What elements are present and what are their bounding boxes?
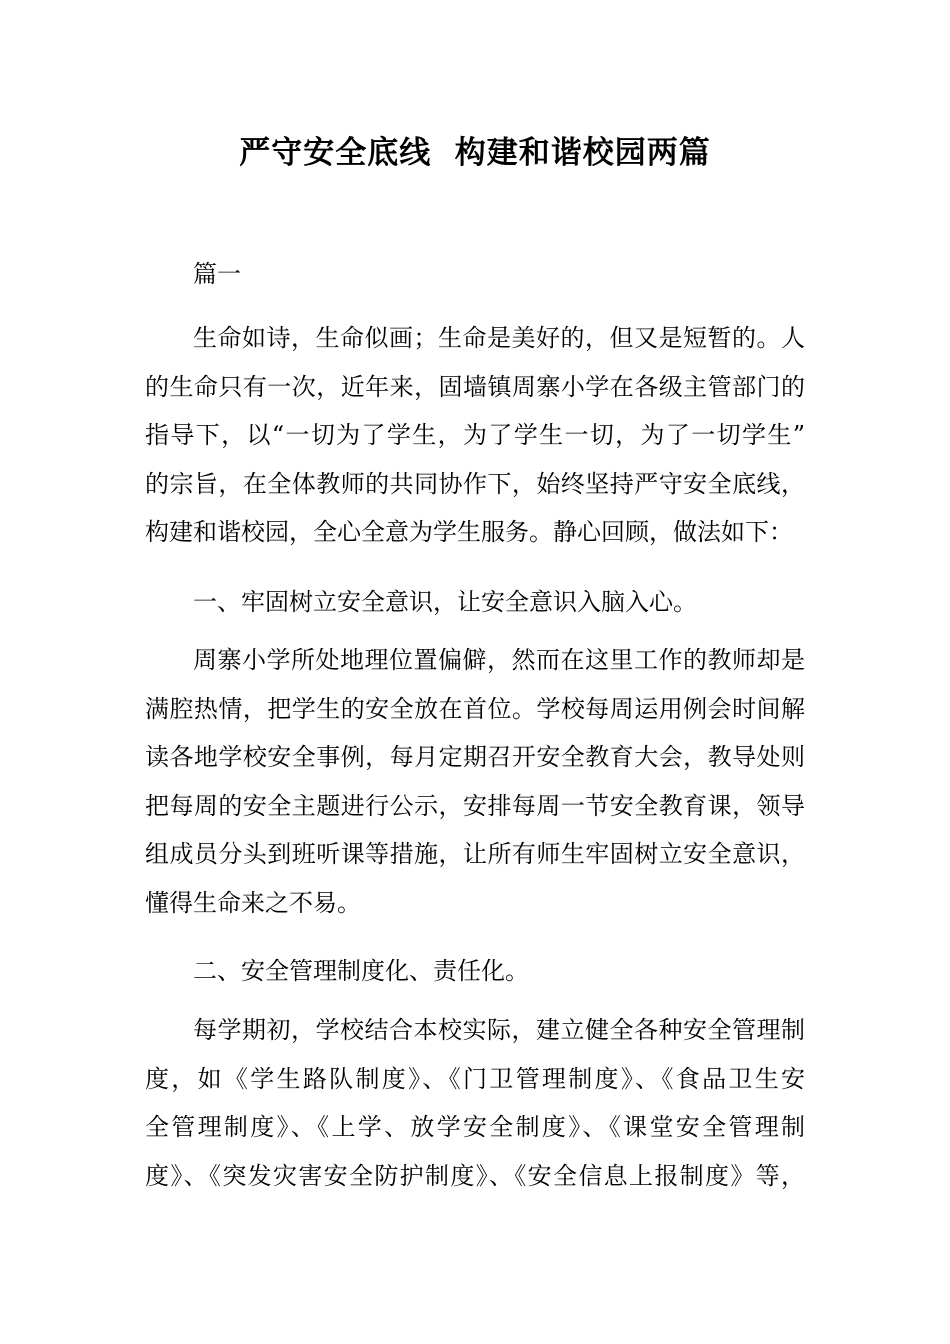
- section-heading-2: [145, 947, 805, 996]
- section-label: 篇一: [193, 260, 241, 288]
- paragraph-line: 读各地学校安全事例，每月定期召开安全教育大会，教导处则: [145, 743, 805, 771]
- section-heading-1: [145, 578, 805, 627]
- paragraph-3: [145, 1006, 805, 1200]
- paragraph-line: 每学期初，学校结合本校实际，建立健全各种安全管理制: [193, 1016, 805, 1044]
- paragraph-line: 的生命只有一次，近年来，固墙镇周寨小学在各级主管部门的: [145, 372, 805, 401]
- paragraph-line: 全管理制度》、《上学、放学安全制度》、《课堂安全管理制: [145, 1113, 805, 1141]
- paragraph-1: [145, 314, 805, 557]
- paragraph-line: 度》、《突发灾害安全防护制度》、《安全信息上报制度》等，: [145, 1161, 805, 1190]
- paragraph-line: 懂得生命来之不易。: [145, 888, 361, 917]
- paragraph-line: 把每周的安全主题进行公示，安排每周一节安全教育课，领导: [145, 791, 805, 820]
- paragraph-line: 度，如《学生路队制度》、《门卫管理制度》、《食品卫生安: [145, 1064, 805, 1093]
- paragraph-line: 周寨小学所处地理位置偏僻，然而在这里工作的教师却是: [193, 646, 805, 674]
- paragraph-line: 指导下，以“一切为了学生，为了学生一切，为了一切学生”: [145, 421, 805, 449]
- paragraph-line: 构建和谐校园，全心全意为学生服务。静心回顾，做法如下：: [145, 518, 793, 546]
- paragraph-line: 一、牢固树立安全意识，让安全意识入脑入心。: [193, 588, 697, 616]
- paragraph-line: 满腔热情，把学生的安全放在首位。学校每周运用例会时间解: [145, 694, 805, 723]
- paragraph-line: 组成员分头到班听课等措施，让所有师生牢固树立安全意识，: [145, 840, 805, 868]
- paragraph-line: 的宗旨，在全体教师的共同协作下，始终坚持严守安全底线，: [145, 469, 805, 498]
- paragraph-line: 生命如诗，生命似画；生命是美好的，但又是短暂的。人: [193, 324, 805, 352]
- paragraph-line: 二、安全管理制度化、责任化。: [193, 957, 529, 985]
- paragraph-2: [145, 636, 805, 927]
- document-title: 严守安全底线 构建和谐校园两篇: [239, 135, 711, 171]
